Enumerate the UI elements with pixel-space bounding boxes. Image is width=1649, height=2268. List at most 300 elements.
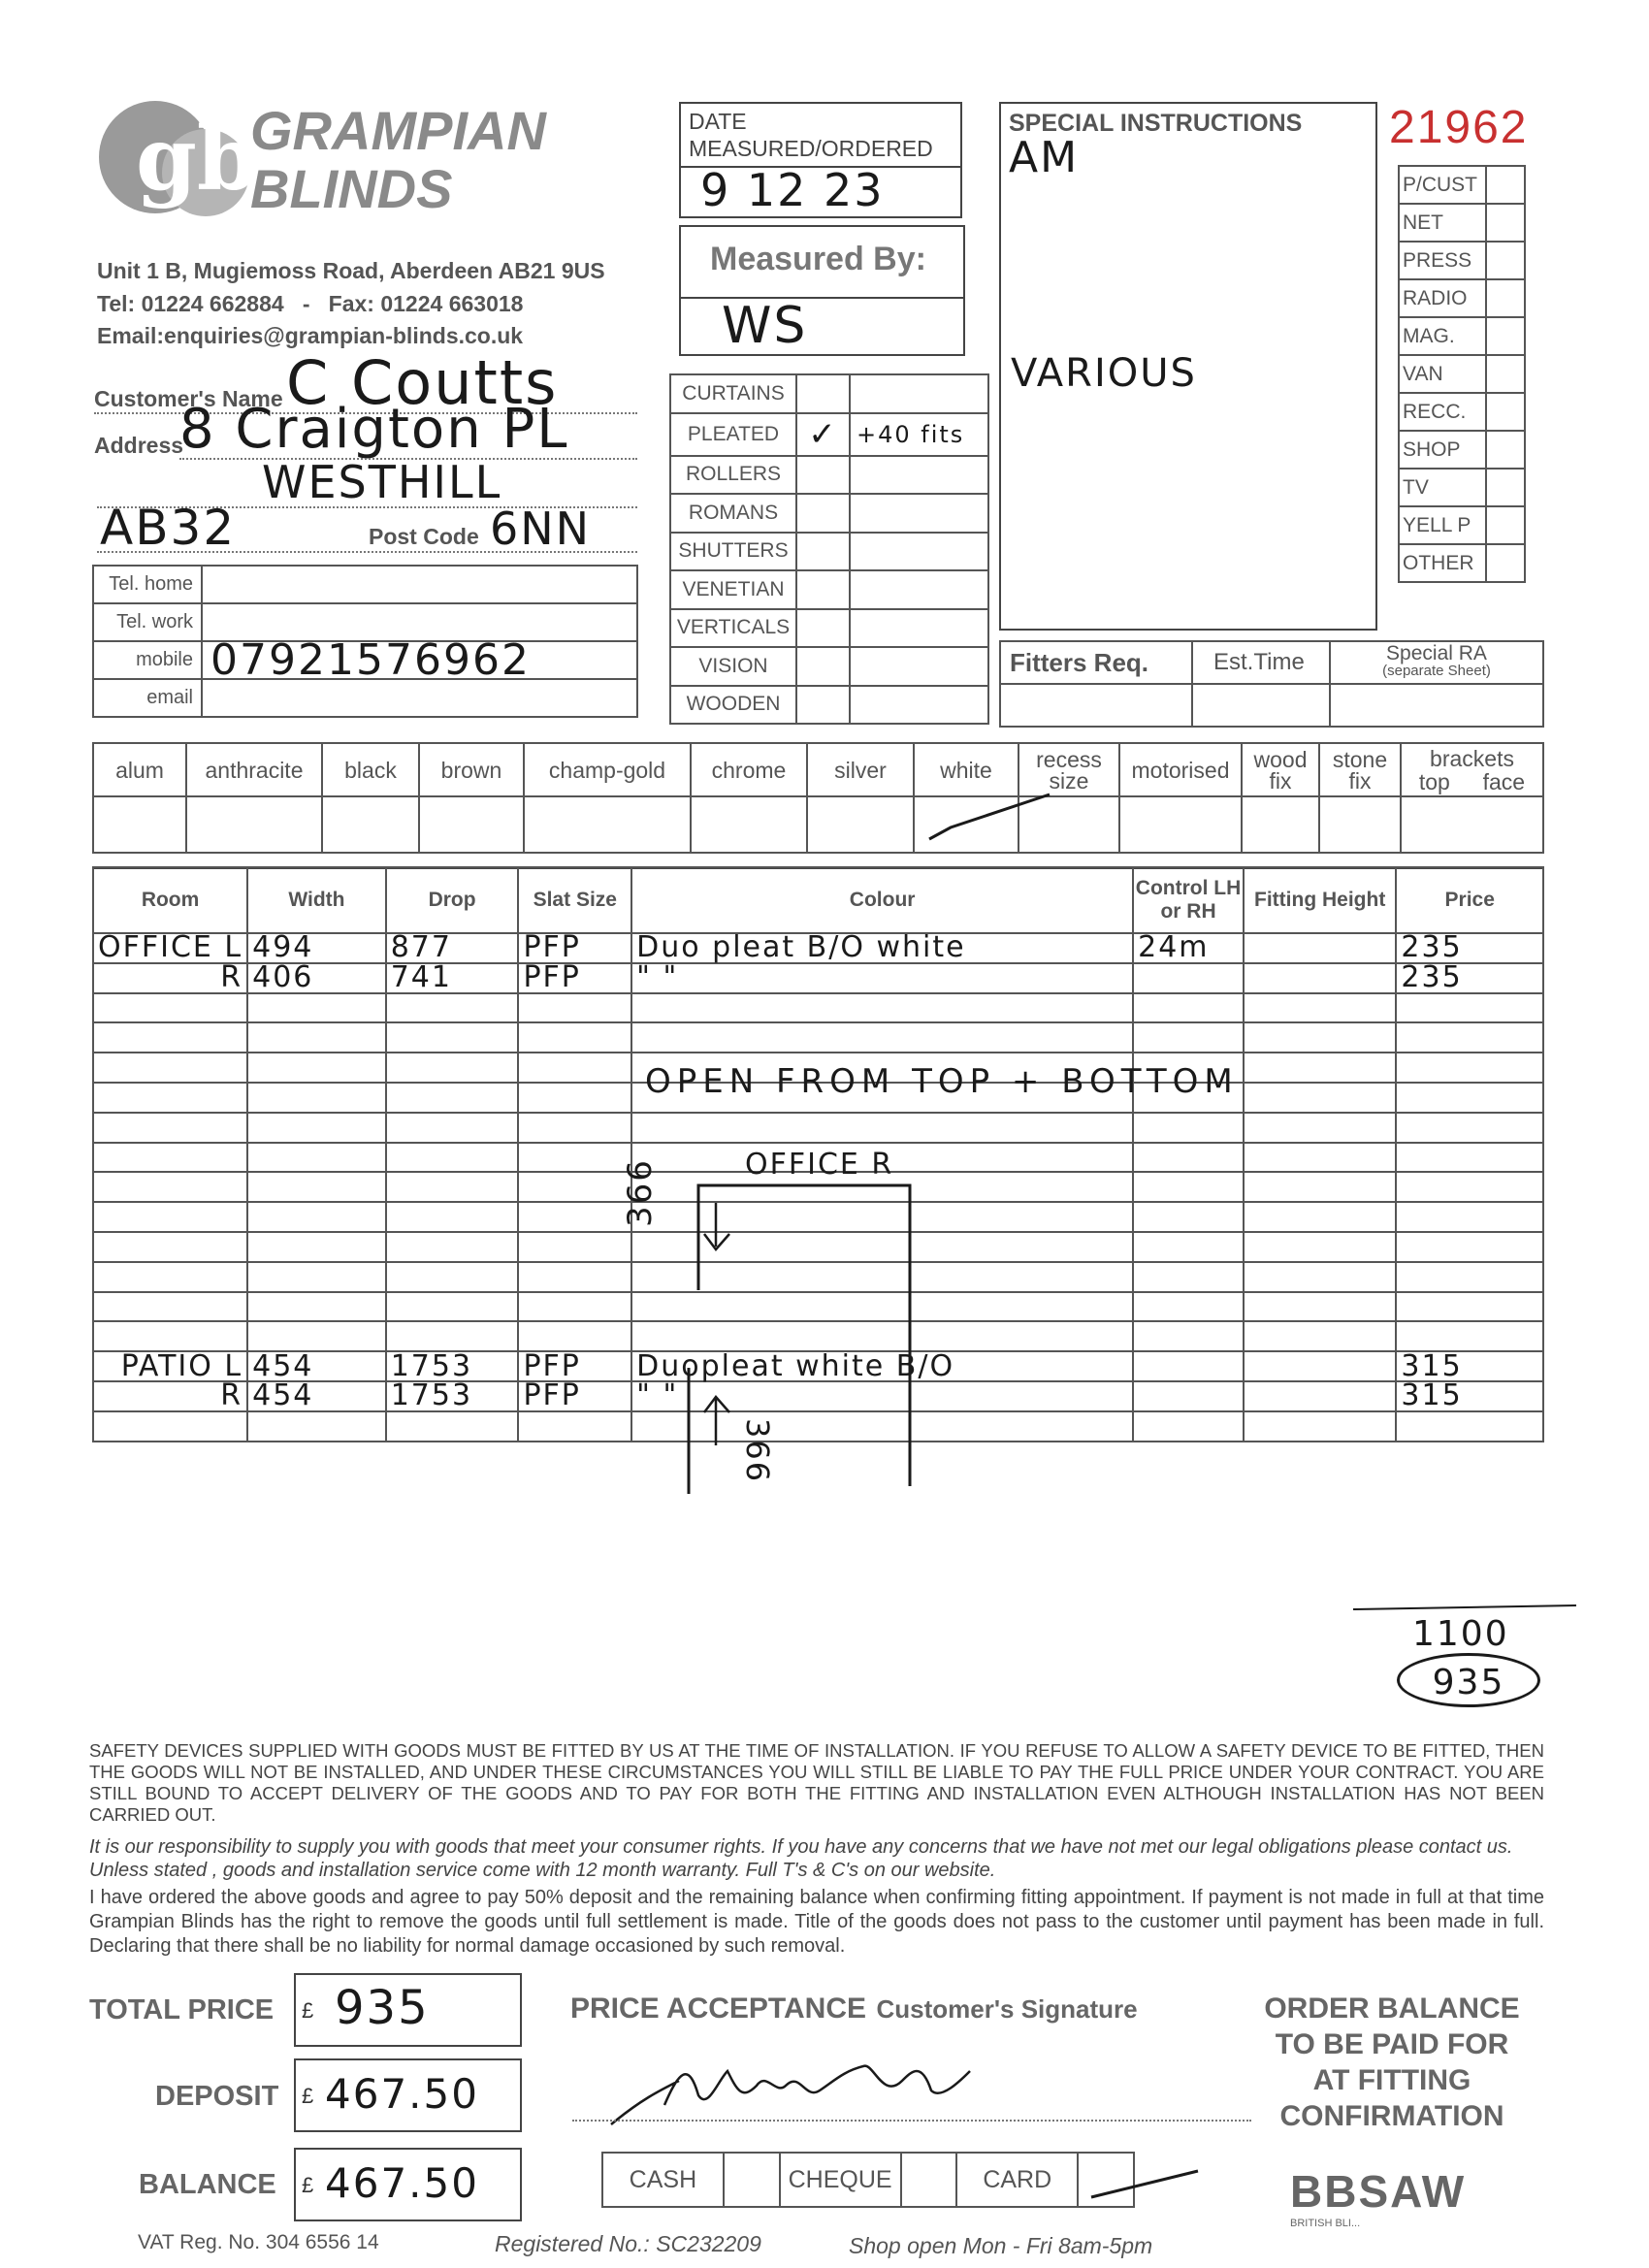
order-cell-width[interactable]: 494 bbox=[247, 933, 386, 963]
product-type-row bbox=[670, 456, 988, 495]
source-row bbox=[1399, 317, 1525, 355]
phone-label: Tel. work bbox=[93, 603, 202, 641]
phone-row bbox=[93, 641, 637, 679]
product-type-note bbox=[850, 374, 988, 413]
finish-option-box[interactable] bbox=[691, 796, 807, 853]
order-header-colour: Colour bbox=[631, 867, 1133, 933]
order-cell-fitting[interactable] bbox=[1244, 963, 1396, 993]
order-cell-room[interactable] bbox=[93, 1202, 247, 1232]
order-cell-slat[interactable] bbox=[518, 1053, 631, 1083]
order-cell-width[interactable] bbox=[247, 1262, 386, 1292]
order-cell-width[interactable] bbox=[247, 1202, 386, 1232]
brackets-label: brackets bbox=[1430, 745, 1514, 771]
total-price-box bbox=[294, 1973, 522, 2047]
order-cell-colour[interactable]: " " bbox=[631, 963, 1133, 993]
order-cell-colour[interactable]: Duo pleat B/O white bbox=[631, 933, 1133, 963]
order-cell-room[interactable]: OFFICE L bbox=[93, 933, 247, 963]
product-type-label: VERTICALS bbox=[670, 609, 796, 648]
source-checkbox[interactable] bbox=[1486, 469, 1525, 506]
order-cell-fitting[interactable] bbox=[1244, 1022, 1396, 1053]
source-row bbox=[1399, 242, 1525, 279]
source-row bbox=[1399, 544, 1525, 582]
order-cell-control[interactable] bbox=[1133, 1292, 1244, 1322]
address-line2: WESTHILL bbox=[262, 456, 502, 508]
order-cell-width[interactable] bbox=[247, 1321, 386, 1351]
finish-option-silver: silver bbox=[807, 743, 914, 796]
source-checkbox[interactable] bbox=[1486, 431, 1525, 469]
source-checkbox[interactable] bbox=[1486, 242, 1525, 279]
brackets-option-box[interactable] bbox=[1401, 796, 1543, 853]
total-price-currency: £ bbox=[302, 1998, 314, 2023]
source-label: RECC. bbox=[1399, 393, 1486, 431]
shop-hours: Shop open Mon - Fri 8am-5pm bbox=[849, 2233, 1153, 2258]
order-cell-drop[interactable] bbox=[386, 1411, 519, 1442]
order-cell-drop[interactable] bbox=[386, 1172, 519, 1202]
balance-currency: £ bbox=[302, 2173, 314, 2197]
product-type-check[interactable] bbox=[796, 609, 850, 648]
source-checkbox[interactable] bbox=[1486, 317, 1525, 355]
product-type-check[interactable] bbox=[796, 494, 850, 533]
order-cell-slat[interactable]: PFP bbox=[518, 1351, 631, 1381]
order-cell-drop[interactable]: 1753 bbox=[386, 1381, 519, 1411]
source-label: TV bbox=[1399, 469, 1486, 506]
order-subtotal: 1100 bbox=[1412, 1614, 1509, 1654]
finish-option-chrome: chrome bbox=[691, 743, 807, 796]
special-instructions-box bbox=[999, 102, 1377, 631]
order-cell-price[interactable] bbox=[1396, 1411, 1543, 1442]
sketch-label: OFFICE R bbox=[745, 1148, 894, 1182]
order-cell-price[interactable] bbox=[1396, 1143, 1543, 1173]
product-type-row bbox=[670, 686, 988, 725]
bbsaw-badge bbox=[1290, 2165, 1523, 2229]
order-cell-fitting[interactable] bbox=[1244, 933, 1396, 963]
phone-label: mobile bbox=[93, 641, 202, 679]
measured-by-value: WS bbox=[722, 297, 808, 355]
order-cell-width[interactable]: 454 bbox=[247, 1351, 386, 1381]
special-instructions-line2: VARIOUS bbox=[1011, 351, 1197, 396]
order-cell-slat[interactable] bbox=[518, 1262, 631, 1292]
table-row bbox=[93, 933, 1543, 963]
order-cell-room[interactable]: R bbox=[93, 1381, 247, 1411]
order-cell-control[interactable]: 24m bbox=[1133, 933, 1244, 963]
brackets-top-label: top bbox=[1418, 768, 1450, 794]
order-cell-fitting[interactable] bbox=[1244, 1232, 1396, 1262]
table-row bbox=[93, 1113, 1543, 1143]
order-cell-slat[interactable]: PFP bbox=[518, 963, 631, 993]
date-measured-box bbox=[679, 102, 962, 218]
terms-rights: It is our responsibility to supply you with goods that meet your consumer rights. If you have any concerns that we have not met our legal obligations please contact us. Unless stated , goods and installation service come with 12 month warranty. Full T's & C's on our website. bbox=[89, 1836, 1513, 1881]
price-acceptance-title: PRICE ACCEPTANCE bbox=[570, 1993, 867, 2025]
order-cell-room[interactable] bbox=[93, 1083, 247, 1113]
order-header-drop: Drop bbox=[386, 867, 519, 933]
order-cell-fitting[interactable] bbox=[1244, 1202, 1396, 1232]
order-cell-colour[interactable] bbox=[631, 1022, 1133, 1053]
table-row bbox=[93, 993, 1543, 1023]
source-row bbox=[1399, 431, 1525, 469]
finish-option-recess-size: recess size bbox=[1018, 743, 1119, 796]
product-type-check[interactable] bbox=[796, 456, 850, 495]
order-cell-room[interactable]: R bbox=[93, 963, 247, 993]
order-cell-width[interactable] bbox=[247, 1232, 386, 1262]
order-header-row bbox=[93, 867, 1543, 933]
source-row bbox=[1399, 506, 1525, 544]
order-cell-drop[interactable] bbox=[386, 1113, 519, 1143]
deposit-currency: £ bbox=[302, 2084, 314, 2108]
card-tick-mark bbox=[1086, 2163, 1203, 2202]
order-cell-drop[interactable] bbox=[386, 993, 519, 1023]
source-checkbox[interactable] bbox=[1486, 544, 1525, 582]
order-cell-price[interactable]: 235 bbox=[1396, 963, 1543, 993]
product-type-note bbox=[850, 570, 988, 609]
source-checkbox[interactable] bbox=[1486, 393, 1525, 431]
product-type-table bbox=[669, 373, 989, 725]
product-type-note: +40 fits bbox=[850, 413, 988, 456]
order-cell-control[interactable] bbox=[1133, 993, 1244, 1023]
company-email: Email:enquiries@grampian-blinds.co.uk bbox=[97, 323, 524, 348]
order-cell-fitting[interactable] bbox=[1244, 1143, 1396, 1173]
order-cell-colour[interactable] bbox=[631, 993, 1133, 1023]
product-type-label: VENETIAN bbox=[670, 570, 796, 609]
product-type-check[interactable] bbox=[796, 533, 850, 571]
order-header-slat: Slat Size bbox=[518, 867, 631, 933]
product-type-check[interactable]: ✓ bbox=[796, 413, 850, 456]
order-cell-drop[interactable] bbox=[386, 1083, 519, 1113]
order-cell-colour[interactable]: Duopleat white B/O bbox=[631, 1351, 1133, 1381]
source-row bbox=[1399, 469, 1525, 506]
order-header-price: Price bbox=[1396, 867, 1543, 933]
phone-label: email bbox=[93, 679, 202, 717]
finish-option-black: black bbox=[322, 743, 419, 796]
order-cell-fitting[interactable] bbox=[1244, 1113, 1396, 1143]
source-row bbox=[1399, 204, 1525, 242]
finish-option-white: white bbox=[914, 743, 1018, 796]
brackets-face-label: face bbox=[1482, 768, 1526, 794]
product-type-note bbox=[850, 647, 988, 686]
order-cell-control[interactable] bbox=[1133, 1022, 1244, 1053]
balance-notice: ORDER BALANCE TO BE PAID FOR AT FITTING CONFIRMATION bbox=[1264, 1993, 1520, 2132]
finish-option-alum: alum bbox=[93, 743, 186, 796]
order-cell-drop[interactable] bbox=[386, 1262, 519, 1292]
order-cell-width[interactable] bbox=[247, 1053, 386, 1083]
order-cell-drop[interactable]: 877 bbox=[386, 933, 519, 963]
address-line1: 8 Craigton PL bbox=[179, 398, 569, 461]
order-cell-control[interactable] bbox=[1133, 1172, 1244, 1202]
order-cell-width[interactable] bbox=[247, 1172, 386, 1202]
order-cell-drop[interactable] bbox=[386, 1202, 519, 1232]
order-cell-drop[interactable] bbox=[386, 1321, 519, 1351]
finish-option-box[interactable] bbox=[1242, 796, 1319, 853]
special-instructions-label: SPECIAL INSTRUCTIONS bbox=[1009, 110, 1303, 137]
order-cell-price[interactable] bbox=[1396, 1113, 1543, 1143]
source-label: MAG. bbox=[1399, 317, 1486, 355]
source-checkbox[interactable] bbox=[1486, 166, 1525, 204]
order-cell-control[interactable] bbox=[1133, 1351, 1244, 1381]
phone-row bbox=[93, 679, 637, 717]
finish-option-box[interactable] bbox=[186, 796, 322, 853]
registered-number: Registered No.: SC232209 bbox=[495, 2231, 761, 2256]
fitters-table bbox=[999, 640, 1544, 728]
product-type-label: SHUTTERS bbox=[670, 533, 796, 571]
order-cell-drop[interactable] bbox=[386, 1053, 519, 1083]
order-cell-control[interactable] bbox=[1133, 1411, 1244, 1442]
finish-option-box[interactable] bbox=[807, 796, 914, 853]
terms-safety: SAFETY DEVICES SUPPLIED WITH GOODS MUST BE FITTED BY US AT THE TIME OF INSTALLATION. IF YOU REFUSE TO ALLOW A SAFETY DEVICE TO BE FITTED, THEN THE GOODS WILL NOT BE INSTALLED, AND UNDER THESE CIRCUMSTANCES YOU WILL STILL BE LIABLE TO PAY THE FULL PRICE UNDER YOUR CONTRACT. YOU ARE STILL BOUND TO ACCEPT DELIVERY OF THE GOODS AND TO PAY FOR BOTH THE FITTING AND INSTALLATION EVEN ALTHOUGH INSTALLATION HAS NOT BEEN CARRIED OUT. bbox=[89, 1740, 1544, 1825]
source-label: PRESS bbox=[1399, 242, 1486, 279]
date-measured-value: 9 12 23 bbox=[700, 164, 885, 216]
product-type-row bbox=[670, 374, 988, 413]
finish-option-wood-fix: wood fix bbox=[1242, 743, 1319, 796]
company-logo bbox=[97, 97, 258, 233]
total-price-label: TOTAL PRICE bbox=[89, 1994, 275, 2025]
product-type-note bbox=[850, 686, 988, 725]
product-type-label: CURTAINS bbox=[670, 374, 796, 413]
product-type-check[interactable] bbox=[796, 374, 850, 413]
customer-signature-label: Customer's Signature bbox=[876, 1994, 1138, 2024]
order-cell-fitting[interactable] bbox=[1244, 1083, 1396, 1113]
white-tick-mark bbox=[922, 791, 1057, 849]
fitters-label: Fitters Req. bbox=[1010, 647, 1149, 677]
order-cell-price[interactable]: 315 bbox=[1396, 1351, 1543, 1381]
phone-value[interactable] bbox=[202, 566, 637, 603]
order-cell-width[interactable] bbox=[247, 1411, 386, 1442]
phone-value[interactable] bbox=[202, 679, 637, 717]
order-cell-price[interactable] bbox=[1396, 1262, 1543, 1292]
order-cell-slat[interactable] bbox=[518, 1202, 631, 1232]
finish-option-box[interactable] bbox=[1119, 796, 1242, 853]
sketch-dimension-top: 366 bbox=[621, 1158, 660, 1227]
finish-option-box[interactable] bbox=[419, 796, 524, 853]
order-cell-fitting[interactable] bbox=[1244, 1262, 1396, 1292]
finish-option-brown: brown bbox=[419, 743, 524, 796]
brackets-option bbox=[1401, 743, 1543, 796]
order-cell-colour[interactable]: " " bbox=[631, 1381, 1133, 1411]
product-type-note bbox=[850, 533, 988, 571]
finish-option-box[interactable] bbox=[322, 796, 419, 853]
product-type-check[interactable] bbox=[796, 647, 850, 686]
product-type-label: VISION bbox=[670, 647, 796, 686]
order-cell-room[interactable] bbox=[93, 1262, 247, 1292]
order-cell-drop[interactable] bbox=[386, 1143, 519, 1173]
total-price-value: 935 bbox=[335, 1981, 430, 2035]
order-cell-control[interactable] bbox=[1133, 1232, 1244, 1262]
finish-options-table bbox=[92, 742, 1544, 854]
postcode-part-a: AB32 bbox=[100, 500, 237, 556]
order-cell-width[interactable]: 454 bbox=[247, 1381, 386, 1411]
order-cell-room[interactable] bbox=[93, 1292, 247, 1322]
order-cell-fitting[interactable] bbox=[1244, 1381, 1396, 1411]
source-checkbox[interactable] bbox=[1486, 355, 1525, 393]
terms-agreement: I have ordered the above goods and agree to pay 50% deposit and the remaining balance when confirming fitting appointment. If payment is not made in full at that time Grampian Blinds has the right to remove the goods until full settlement is made. Title of the goods does not pass to the customer until payment has been made in full. Declaring that there shall be no liability for normal damage occasioned by such removal. bbox=[89, 1887, 1544, 1957]
sketch-dimension-bottom: 366 bbox=[739, 1418, 776, 1484]
order-cell-control[interactable] bbox=[1133, 1321, 1244, 1351]
source-label: NET bbox=[1399, 204, 1486, 242]
price-acceptance-label bbox=[570, 1993, 1138, 2025]
order-cell-room[interactable] bbox=[93, 1411, 247, 1442]
order-cell-price[interactable] bbox=[1396, 1022, 1543, 1053]
order-cell-slat[interactable]: PFP bbox=[518, 933, 631, 963]
order-cell-room[interactable] bbox=[93, 1232, 247, 1262]
order-cell-width[interactable]: 406 bbox=[247, 963, 386, 993]
order-cell-room[interactable] bbox=[93, 1321, 247, 1351]
postcode-part-b: 6NN bbox=[490, 502, 592, 555]
order-cell-room[interactable] bbox=[93, 1022, 247, 1053]
table-row bbox=[93, 1022, 1543, 1053]
special-instructions-line1: AM bbox=[1009, 133, 1080, 182]
company-address: Unit 1 B, Mugiemoss Road, Aberdeen AB21 9US bbox=[97, 258, 605, 283]
order-cell-control[interactable] bbox=[1133, 1143, 1244, 1173]
order-cell-room[interactable] bbox=[93, 1143, 247, 1173]
order-cell-drop[interactable] bbox=[386, 1292, 519, 1322]
logo-mark bbox=[97, 97, 258, 233]
order-cell-slat[interactable] bbox=[518, 1292, 631, 1322]
order-cell-room[interactable] bbox=[93, 1113, 247, 1143]
est-time-label: Est.Time bbox=[1213, 649, 1305, 675]
phone-table bbox=[92, 565, 638, 718]
order-cell-fitting[interactable] bbox=[1244, 1053, 1396, 1083]
order-cell-control[interactable] bbox=[1133, 1262, 1244, 1292]
order-cell-price[interactable]: 315 bbox=[1396, 1381, 1543, 1411]
product-type-note bbox=[850, 456, 988, 495]
order-cell-fitting[interactable] bbox=[1244, 1172, 1396, 1202]
order-header-fitting: Fitting Height bbox=[1244, 867, 1396, 933]
vat-number: VAT Reg. No. 304 6556 14 bbox=[138, 2231, 379, 2253]
payment-card-label: CARD bbox=[956, 2153, 1078, 2207]
product-type-note bbox=[850, 609, 988, 648]
product-type-check[interactable] bbox=[796, 570, 850, 609]
order-number: 21962 bbox=[1389, 102, 1529, 153]
order-cell-control[interactable] bbox=[1133, 1381, 1244, 1411]
order-cell-price[interactable] bbox=[1396, 1321, 1543, 1351]
deposit-box bbox=[294, 2058, 522, 2132]
order-cell-slat[interactable] bbox=[518, 1232, 631, 1262]
order-cell-fitting[interactable] bbox=[1244, 1321, 1396, 1351]
product-type-label: ROMANS bbox=[670, 494, 796, 533]
finish-option-box[interactable] bbox=[93, 796, 186, 853]
order-cell-drop[interactable]: 1753 bbox=[386, 1351, 519, 1381]
finish-option-anthracite: anthracite bbox=[186, 743, 322, 796]
order-cell-room[interactable] bbox=[93, 993, 247, 1023]
order-cell-fitting[interactable] bbox=[1244, 1411, 1396, 1442]
order-cell-price[interactable] bbox=[1396, 1172, 1543, 1202]
order-cell-slat[interactable] bbox=[518, 1143, 631, 1173]
order-note: OPEN FROM TOP + BOTTOM bbox=[645, 1062, 1239, 1101]
payment-cheque-checkbox[interactable] bbox=[901, 2153, 957, 2207]
balance-label: BALANCE bbox=[139, 2169, 276, 2200]
source-label: SHOP bbox=[1399, 431, 1486, 469]
source-checkbox[interactable] bbox=[1486, 279, 1525, 317]
product-type-row bbox=[670, 413, 988, 456]
order-cell-slat[interactable] bbox=[518, 1172, 631, 1202]
logo-letters: gb bbox=[136, 108, 258, 211]
order-cell-drop[interactable]: 741 bbox=[386, 963, 519, 993]
product-type-row bbox=[670, 647, 988, 686]
order-cell-price[interactable] bbox=[1396, 1083, 1543, 1113]
measured-by-label: Measured By: bbox=[710, 241, 926, 277]
order-cell-price[interactable] bbox=[1396, 1053, 1543, 1083]
phone-row bbox=[93, 566, 637, 603]
product-type-label: PLEATED bbox=[670, 413, 796, 456]
finish-option-box[interactable] bbox=[1319, 796, 1401, 853]
order-cell-slat[interactable] bbox=[518, 993, 631, 1023]
order-cell-control[interactable] bbox=[1133, 1113, 1244, 1143]
order-cell-drop[interactable] bbox=[386, 1022, 519, 1053]
order-cell-slat[interactable] bbox=[518, 1321, 631, 1351]
source-checkbox[interactable] bbox=[1486, 204, 1525, 242]
deposit-label: DEPOSIT bbox=[155, 2081, 279, 2112]
product-type-row bbox=[670, 570, 988, 609]
order-cell-width[interactable] bbox=[247, 1022, 386, 1053]
source-row bbox=[1399, 355, 1525, 393]
order-cell-fitting[interactable] bbox=[1244, 993, 1396, 1023]
order-cell-slat[interactable] bbox=[518, 1083, 631, 1113]
source-label: YELL P bbox=[1399, 506, 1486, 544]
order-cell-slat[interactable] bbox=[518, 1022, 631, 1053]
source-row bbox=[1399, 393, 1525, 431]
order-cell-width[interactable] bbox=[247, 1113, 386, 1143]
payment-method-table bbox=[601, 2152, 1135, 2208]
payment-cash-label: CASH bbox=[602, 2153, 724, 2207]
order-cell-width[interactable] bbox=[247, 1083, 386, 1113]
order-cell-slat[interactable] bbox=[518, 1113, 631, 1143]
finish-option-box[interactable] bbox=[524, 796, 691, 853]
company-name-line1: GRAMPIAN bbox=[250, 100, 546, 161]
order-cell-width[interactable] bbox=[247, 1292, 386, 1322]
source-label: OTHER bbox=[1399, 544, 1486, 582]
order-total: 935 bbox=[1397, 1653, 1540, 1707]
payment-cheque-label: CHEQUE bbox=[780, 2153, 901, 2207]
order-cell-room[interactable]: PATIO L bbox=[93, 1351, 247, 1381]
order-cell-price[interactable] bbox=[1396, 1232, 1543, 1262]
order-cell-width[interactable] bbox=[247, 1143, 386, 1173]
order-header-room: Room bbox=[93, 867, 247, 933]
order-cell-control[interactable] bbox=[1133, 1202, 1244, 1232]
finish-option-champ-gold: champ-gold bbox=[524, 743, 691, 796]
phone-value[interactable]: 07921576962 bbox=[202, 641, 637, 679]
phone-label: Tel. home bbox=[93, 566, 202, 603]
balance-value: 467.50 bbox=[325, 2159, 479, 2207]
order-cell-room[interactable] bbox=[93, 1053, 247, 1083]
order-cell-slat[interactable] bbox=[518, 1411, 631, 1442]
order-cell-fitting[interactable] bbox=[1244, 1292, 1396, 1322]
order-cell-width[interactable] bbox=[247, 993, 386, 1023]
product-type-check[interactable] bbox=[796, 686, 850, 725]
payment-cash-checkbox[interactable] bbox=[724, 2153, 780, 2207]
special-ra-label: Special RA bbox=[1386, 642, 1487, 664]
order-cell-price[interactable] bbox=[1396, 993, 1543, 1023]
order-cell-control[interactable] bbox=[1133, 963, 1244, 993]
product-type-label: WOODEN bbox=[670, 686, 796, 725]
order-cell-price[interactable] bbox=[1396, 1292, 1543, 1322]
measured-by-box bbox=[679, 225, 965, 356]
source-checkbox[interactable] bbox=[1486, 506, 1525, 544]
order-cell-room[interactable] bbox=[93, 1172, 247, 1202]
order-cell-price[interactable]: 235 bbox=[1396, 933, 1543, 963]
customer-name: C Coutts bbox=[286, 347, 559, 418]
address-label: Address bbox=[94, 433, 184, 458]
finish-option-motorised: motorised bbox=[1119, 743, 1242, 796]
order-cell-price[interactable] bbox=[1396, 1202, 1543, 1232]
balance-box bbox=[294, 2148, 522, 2221]
product-type-row bbox=[670, 533, 988, 571]
source-table bbox=[1398, 165, 1526, 583]
order-cell-slat[interactable]: PFP bbox=[518, 1381, 631, 1411]
product-type-row bbox=[670, 494, 988, 533]
order-cell-colour[interactable] bbox=[631, 1113, 1133, 1143]
order-cell-fitting[interactable] bbox=[1244, 1351, 1396, 1381]
source-row bbox=[1399, 166, 1525, 204]
bbsaw-badge-sub: BRITISH BLI... bbox=[1290, 2218, 1361, 2229]
order-cell-drop[interactable] bbox=[386, 1232, 519, 1262]
